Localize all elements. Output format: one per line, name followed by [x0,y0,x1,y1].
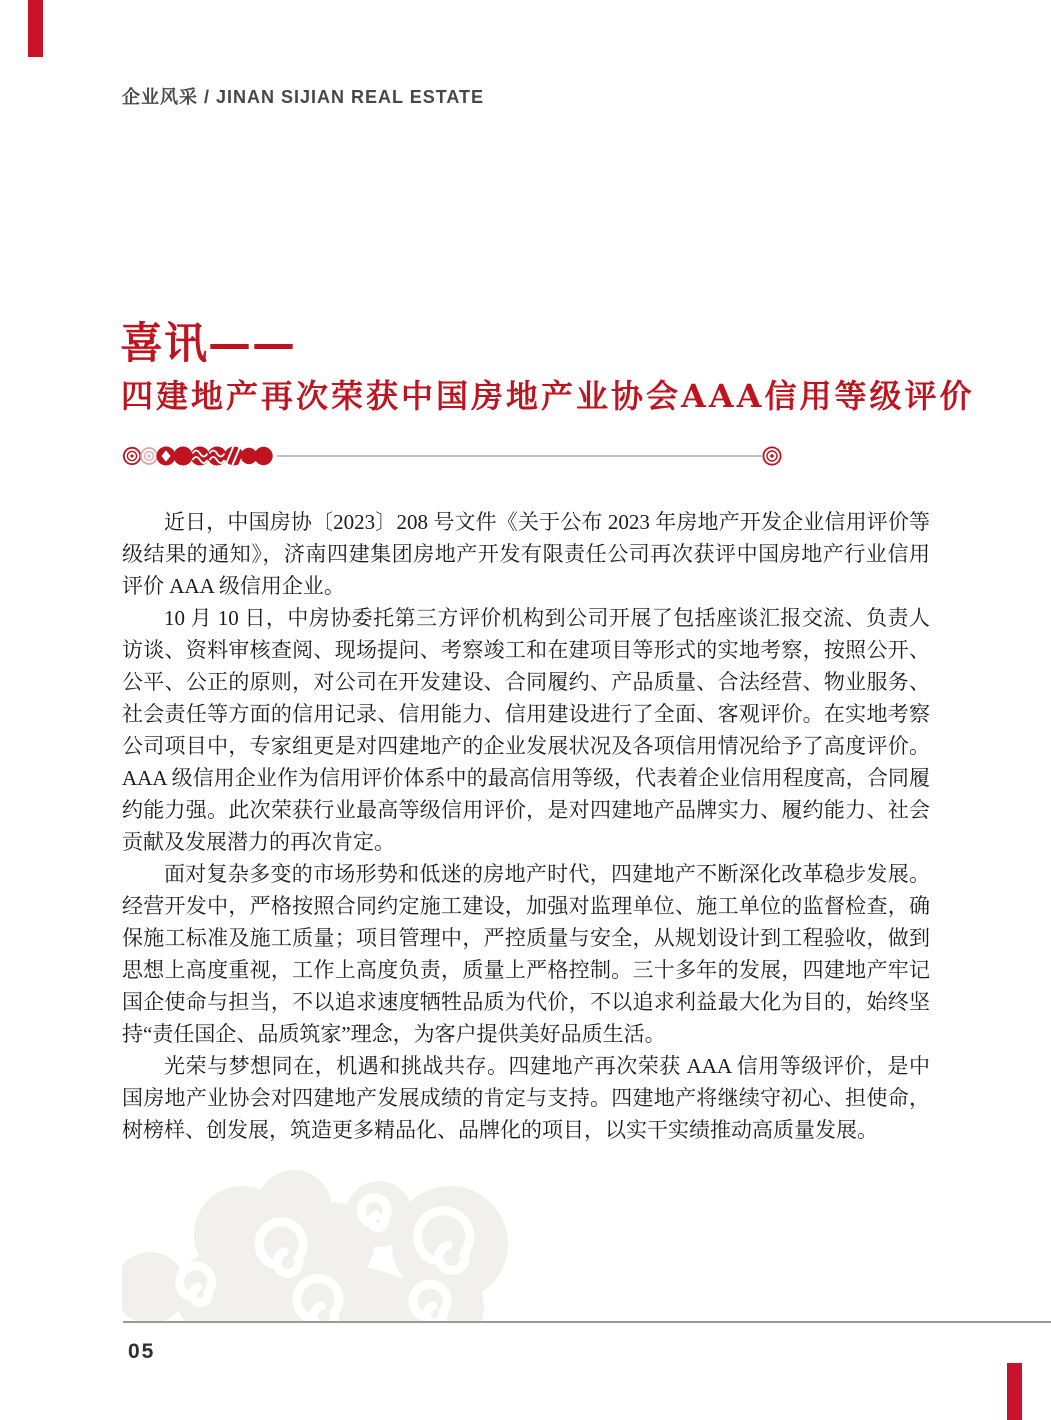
paragraph: 光荣与梦想同在，机遇和挑战共存。四建地产再次荣获 AAA 信用等级评价，是中国房地产业协会对四建地产发展成绩的肯定与支持。四建地产将继续守初心、担使命，树榜样、创发展，筑造更多精品化、品牌化的项目，以实干实绩推动高质量发展。 [122,1054,930,1142]
target-rings-icon [124,448,140,464]
footer-rule [123,1321,1051,1323]
paragraph: 面对复杂多变的市场形势和低迷的房地产时代，四建地产不断深化改革稳步发展。经营开发中，严格按照合同约定施工建设，加强对监理单位、施工单位的监督检查，确保施工标准及施工质量；项目管理中，严控质量与安全，从规划设计到工程验收，做到思想上高度重视，工作上高度负责，质量上严格控制。三十多年的发展，四建地产牢记国企使命与担当，不以追求速度牺牲品质为代价，不以追求利益最大化为目的，始终坚持“责任国企、品质筑家”理念，为客户提供美好品质生活。 [122,862,930,1046]
paragraph: 10 月 10 日，中房协委托第三方评价机构到公司开展了包括座谈汇报交流、负责人访谈、资料审核查阅、现场提问、考察竣工和在建项目等形式的实地考察，按照公开、公平、公正的原则，对公司在开发建设、合同履约、产品质量、合法经营、物业服务、社会责任等方面的信用记录、信用能力、信用建设进行了全面、客观评价。在实地考察公司项目中，专家组更是对四建地产的企业发展状况及各项信用情况给予了高度评价。AAA 级信用企业作为信用评价体系中的最高信用等级，代表着企业信用程度高，合同履约能力强。此次荣获行业最高等级信用评价，是对四建地产品牌实力、履约能力、社会贡献及发展潜力的再次肯定。 [122,606,930,854]
section-header: 企业风采 / JINAN SIJIAN REAL ESTATE [122,87,485,107]
ornament-divider [122,444,802,468]
wave-circle-icon [191,447,210,466]
page-number: 05 [128,1340,156,1363]
bottom-right-red-bar [1007,1363,1022,1420]
article-body [122,506,930,1146]
paragraph: 近日，中国房协〔2023〕208 号文件《关于公布 2023 年房地产开发企业信用评价等级结果的通知》，济南四建集团房地产开发有限责任公司再次获评中国房地产行业信用评价 AAA 级信用企业。 [122,510,930,598]
wave-circle-icon [208,447,227,466]
diamond-circle-icon [157,447,176,466]
page-title: 喜讯—— [120,319,296,369]
solid-circle-icon [174,447,193,466]
page-subtitle: 四建地产再次荣获中国房地产业协会AAA信用等级评价 [121,377,975,415]
solid-circle-icon [254,447,272,465]
top-left-red-bar [28,0,43,57]
auspicious-cloud-pattern [122,1156,512,1321]
target-rings-icon [763,447,780,464]
target-rings-light-icon [141,448,157,464]
